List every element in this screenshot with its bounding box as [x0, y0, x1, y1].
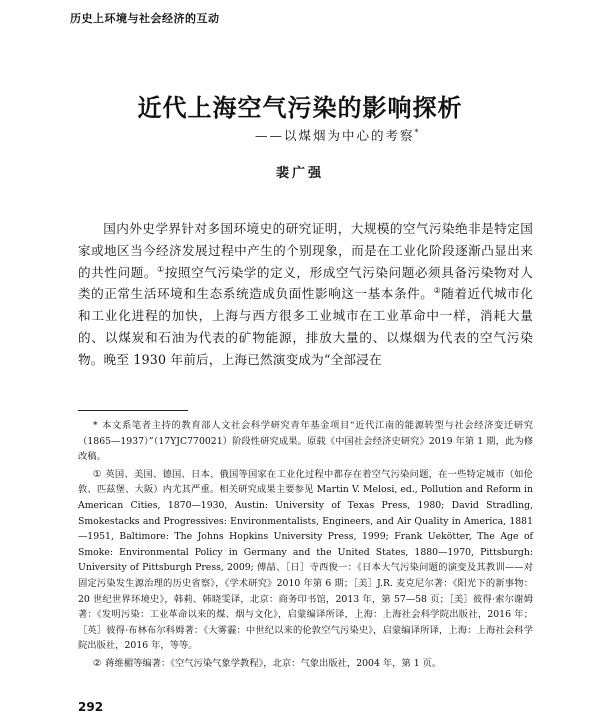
body-sentence: 随着近代城市化和工业化进程的加快，上海与西方很多工业城市在工业革命中一样，消耗大量的、以煤炭和石油为代表的矿物能源，排放大量的、以煤烟为代表的空气污染物。晚至 1930 年前后，上海已然演变成为“全部浸在 — [78, 286, 534, 367]
running-header: 历史上环境与社会经济的互动 — [70, 12, 220, 25]
subtitle-footnote-mark[interactable]: * — [414, 127, 421, 137]
footnote-ref-2[interactable]: ② — [433, 286, 442, 296]
footnote-ref-1[interactable]: ① — [157, 264, 165, 274]
page-number: 292 — [78, 700, 104, 714]
footnote-1-mark: ① — [92, 468, 102, 480]
author-name: 裴广强 — [275, 166, 324, 181]
article-subtitle — [255, 126, 421, 144]
footnote-star-text: 本文系笔者主持的教育部人文社会科学研究青年基金项目“近代江南的能源转型与社会经济变迁研究（1865—1937）”（17YJC770021）阶段性研究成果。原载《中国社会经济史研究》2019 年第 1 期，此为修改稿。 — [78, 420, 533, 463]
body-sentence: 按照空气污染学的定义，形成空气污染问题必须具备污染物对人类的正常生活环境和生态系统造成负面性影响这一基本条件。 — [78, 264, 534, 302]
footnote-star — [78, 418, 533, 465]
subtitle-text: ——以煤烟为中心的考察 — [255, 128, 415, 143]
body-sentence: 国内外史学界针对多国环境史的研究证明，大规模的空气污染绝非是特定国家或地区当今经济发展过程中产生的个别现象，而是在工业化阶段逐渐凸显出来的共性问题。 — [78, 221, 533, 280]
footnote-2-text: 蒋维楣等编著：《空气污染气象学教程》，北京：气象出版社，2004 年，第 1 页。 — [105, 657, 442, 669]
body-paragraph — [78, 218, 533, 371]
footnote-divider — [78, 410, 188, 411]
footnotes — [78, 418, 533, 674]
footnote-2-mark: ② — [92, 657, 102, 669]
article-title: 近代上海空气污染的影响探析 — [137, 94, 463, 122]
footnote-2 — [78, 656, 533, 672]
body-text — [78, 218, 533, 371]
footnote-1 — [78, 467, 533, 654]
footnote-star-mark: * — [92, 420, 98, 431]
footnote-1-text: 英国、美国、德国、日本、俄国等国家在工业化过程中都存在着空气污染问题，在一些特定城市（如伦敦、匹兹堡、大阪）内尤其严重。相关研究成果主要参见 Martin V. Melosi, ed., Pollution and Reform in American Cities, 1870—1930, Austin: University of Texas Press, 1980; David Stradling, Smokestacks and Progressives: Environmentalists, Engineers, and Air Quality in America, 1881—1951, Baltimore: The Johns Hopkins University Press, 1999; Frank Uekötter, The Age of Smoke: Environmental Policy in Germany and the United States, 1880—1970, Pittsburgh: University of Pittsburgh Press, 2009; 傅喆、［日］寺西俊一：《日本大气污染问题的演变及其教训——对固定污染发生源治理的历史省察》，《学术研究》2010 年第 6 期；［美］J.R. 麦克尼尔著：《阳光下的新事物：20 世纪世界环境史》，韩莉、韩晓雯译，北京：商务印书馆，2013 年，第 57—58 页；［美］彼得·索尔谢姆著：《发明污染：工业革命以来的煤、烟与文化》，启蒙编译所译，上海：上海社会科学院出版社，2016 年；［英］彼得·布林布尔科姆著：《大雾霾：中世纪以来的伦敦空气污染史》，启蒙编译所译，上海：上海社会科学院出版社，2016 年，等等。 — [78, 468, 533, 652]
